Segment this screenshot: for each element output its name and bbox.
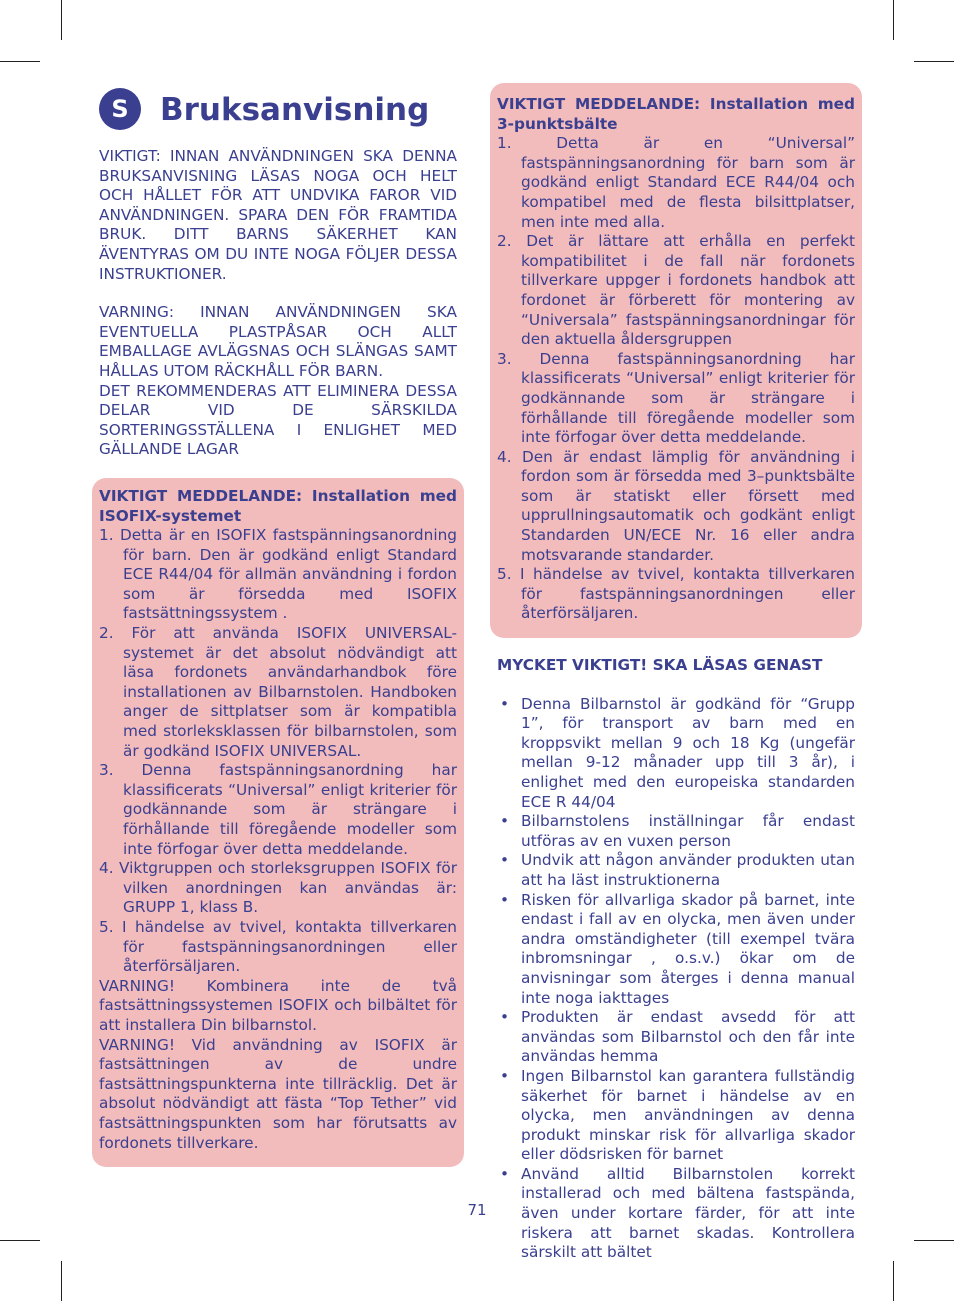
page-number: 71 <box>467 1201 487 1219</box>
important-heading: MYCKET VIKTIGT! SKA LÄSAS GENAST <box>497 656 823 675</box>
list-item: 1. Detta är en ISOFIX fastspänningsanordning för barn. Den är godkänd enligt Standard ECE R44/04 för allmän användning i fordon som är försedda med ISOFIX fastsättningssystem . <box>99 526 457 623</box>
list-item: 1. Detta är en “Universal” fastspänningsanordning för barn som är godkänd enligt Standard ECE R44/04 och kompatibel med de flesta bilsittplatser, men inte med alla. <box>497 134 855 231</box>
crop-mark <box>61 1261 62 1301</box>
page-title: Bruksanvisning <box>160 92 430 128</box>
list-item: • Denna Bilbarnstol är godkänd för “Grupp 1”, för transport av barn med en kroppsvikt mellan 9 och 18 Kg (ungefär mellan 9-12 månader upp till 3 år), i enlighet med den europeiska standarden ECE R 44/04 <box>497 695 855 813</box>
crop-mark <box>893 1261 894 1301</box>
list-item: 5. I händelse av tvivel, kontakta tillverkaren för fastspänningsanordningen eller återförsäljaren. <box>99 917 457 976</box>
belt-notice-box <box>490 83 862 638</box>
left-column <box>99 147 457 1167</box>
list-item: • Ingen Bilbarnstol kan garantera fullständig säkerhet för barnet i händelse av en olycka, men användningen av denna produkt minskar risk för allvarliga skador eller dödsrisken för barnet <box>497 1067 855 1165</box>
list-item: 4. Viktgruppen och storleksgruppen ISOFIX för vilken anordningen kan användas är: GRUPP 1, klass B. <box>99 859 457 917</box>
crop-mark <box>914 1240 954 1241</box>
crop-mark <box>0 61 40 62</box>
list-item: 3. Denna fastspänningsanordning har klassificerats “Universal” enligt kriterier för godkännande som är strängare i förhållande till föregående modeller som inte förfogar över detta meddelande. <box>99 761 457 858</box>
isofix-notice-heading: VIKTIGT MEDDELANDE: Installation med ISOFIX-systemet <box>99 486 457 525</box>
right-column <box>497 95 855 1263</box>
list-item: • Undvik att någon använder produkten utan att ha läst instruktionerna <box>497 851 855 890</box>
list-item: 5. I händelse av tvivel, kontakta tillverkaren för fastspänningsanordningen eller återförsäljaren. <box>497 565 855 623</box>
crop-mark <box>914 61 954 62</box>
intro-warning: VIKTIGT: INNAN ANVÄNDNINGEN SKA DENNA BRUKSANVISNING LÄSAS NOGA OCH HELT OCH HÅLLET FÖR ATT UNDVIKA FAROR VID ANVÄNDNINGEN. SPARA DEN FÖR FRAMTIDA BRUK. DITT BARNS SÄKERHET KAN ÄVENTYRAS OM DU INTE NOGA FÖLJER DESSA INSTRUKTIONER. <box>99 147 457 283</box>
isofix-notice-box <box>92 478 464 1167</box>
safety-bullet-list <box>497 695 855 1263</box>
language-badge: S <box>99 88 141 130</box>
disposal-note: DET REKOMMENDERAS ATT ELIMINERA DESSA DELAR VID DE SÄRSKILDA SORTERINGSSTÄLLENA I ENLIGHET MED GÄLLANDE LAGAR <box>99 381 457 459</box>
list-item: • Använd alltid Bilbarnstolen korrekt installerad och med bältena fastspända, även under kortare färder, för att inte riskera att barnet skadas. Kontrollera särskilt att bältet <box>497 1165 855 1263</box>
list-item: • Risken för allvarliga skador på barnet, inte endast i fall av en olycka, men även under andra omständigheter (till exempel tvära inbromsningar , o.s.v.) ökar om de anvisningar som återges i denna manual inte noga iakttages <box>497 891 855 1009</box>
packaging-warning: VARNING: INNAN ANVÄNDNINGEN SKA EVENTUELLA PLASTPÅSAR OCH ALLT EMBALLAGE AVLÄGSNAS OCH SLÄNGAS SAMT HÅLLAS UTOM RÄCKHÅLL FÖR BARN. <box>99 303 457 380</box>
list-item: 2. Det är lättare att erhålla en perfekt kompatibilitet i de fall när fordonets tillverkare uppger i fordonets handbok att fordonet är förberett för montering av “Universala” fastspänningsanordningar för den aktuella åldersgruppen <box>497 232 855 349</box>
crop-mark <box>0 1240 40 1241</box>
list-item: 2. För att använda ISOFIX UNIVERSAL-systemet är det absolut nödvändigt att läsa fordonets användarhandbok före installationen av Bilbarnstolen. Handboken anger de sittplatser som är kompatibla med storleksklassen för bilbarnstolen, som är godkänd ISOFIX UNIVERSAL. <box>99 624 457 760</box>
belt-notice-list <box>497 134 855 624</box>
list-item: • Bilbarnstolens inställningar får endast utföras av en vuxen person <box>497 812 855 851</box>
belt-notice-heading: VIKTIGT MEDDELANDE: Installation med 3-punktsbälte <box>497 95 855 133</box>
isofix-notice-list <box>99 526 457 977</box>
list-item: 4. Den är endast lämplig för användning i fordon som är försedda med 3–punktsbälte som är statiskt eller försett med upprullningsautomatik och godkänt enligt Standarden UN/ECE Nr. 16 eller andra motsvarande standarder. <box>497 447 855 564</box>
crop-mark <box>61 0 62 40</box>
list-item: • Produkten är endast avsedd för att användas som Bilbarnstol och den får inte användas hemma <box>497 1008 855 1067</box>
list-item: 3. Denna fastspänningsanordning har klassificerats “Universal” enligt kriterier för godkännande som är strängare i förhållande till föregående modeller som inte förfogar över detta meddelande. <box>497 349 855 447</box>
isofix-warning-top-tether: VARNING! Vid användning av ISOFIX är fastsättningen av de undre fastsättningspunkterna inte tillräcklig. Det är absolut nödvändigt att fästa “Top Tether” vid fastsättningspunkten som har förutsatts av fordonets tillverkare. <box>99 1035 457 1152</box>
crop-mark <box>893 0 894 40</box>
isofix-warning-combine: VARNING! Kombinera inte de två fastsättningssystemen ISOFIX och bilbältet för att installera Din bilbarnstol. <box>99 976 457 1034</box>
